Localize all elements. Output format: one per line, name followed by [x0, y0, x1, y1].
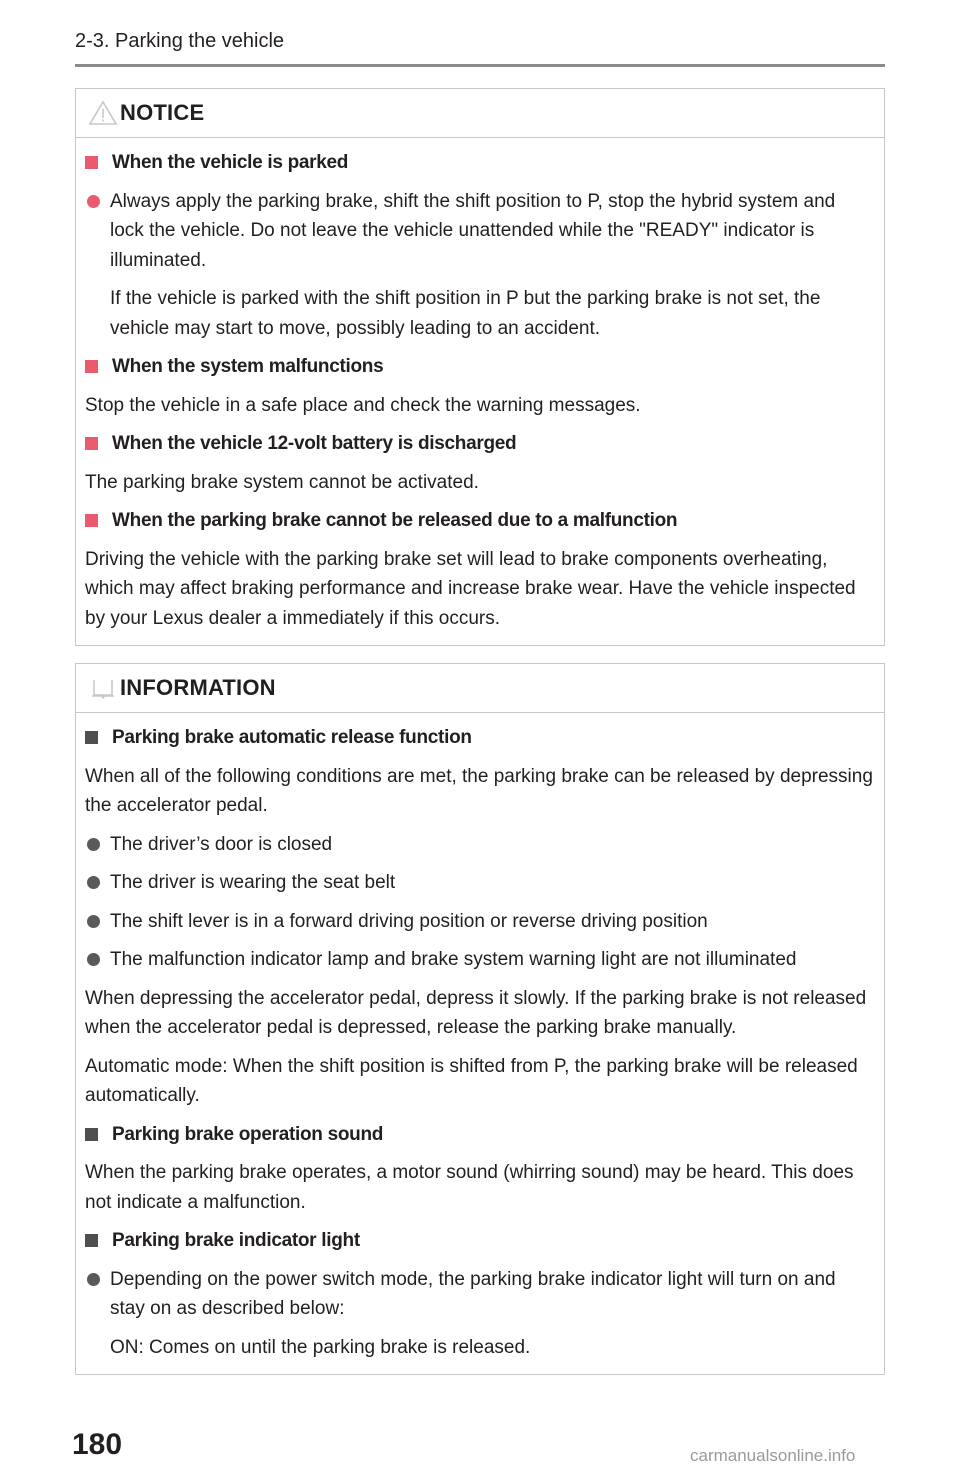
round-bullet-icon [87, 195, 100, 208]
info-section-heading [85, 1120, 874, 1150]
header-divider [75, 64, 885, 67]
info-bullet [85, 830, 874, 860]
square-bullet-icon [85, 514, 98, 527]
info-paragraph: When the parking brake operates, a motor sound (whirring sound) may be heard. This does not indicate a malfunction. [85, 1162, 854, 1213]
square-bullet-icon [85, 360, 98, 373]
info-bullet [85, 907, 874, 937]
notice-paragraph: The parking brake system cannot be activated. [85, 471, 479, 493]
info-heading-indicator: Parking brake indicator light [112, 1230, 360, 1251]
page-number: 180 [72, 1428, 123, 1461]
info-bullet-text: The driver is wearing the seat belt [110, 872, 396, 893]
info-bullet [85, 1265, 874, 1324]
square-bullet-icon [85, 1234, 98, 1247]
notice-heading-malfunction: When the system malfunctions [112, 356, 384, 377]
square-bullet-icon [85, 156, 98, 169]
notice-heading-battery: When the vehicle 12-volt battery is discharged [112, 433, 517, 454]
info-section-heading [85, 1226, 874, 1256]
notice-heading-release: When the parking brake cannot be released due to a malfunction [112, 510, 678, 531]
info-heading-sound: Parking brake operation sound [112, 1123, 384, 1145]
information-title: INFORMATION [120, 675, 276, 700]
notice-body [76, 138, 884, 645]
information-title-bar [76, 664, 884, 713]
info-bullet-text: The driver’s door is closed [110, 833, 333, 855]
notice-bullet-text: Always apply the parking brake, shift the shift position to P, stop the hybrid system and lock the vehicle. Do not leave the vehicle unattended while the "READY" indicator is illuminated. [110, 190, 836, 271]
info-indented-text: ON: Comes on until the parking brake is released. [110, 1336, 531, 1358]
notice-section-heading [85, 506, 874, 536]
info-bullet [85, 945, 874, 975]
book-icon [88, 675, 118, 701]
info-paragraph: When depressing the accelerator pedal, depress it slowly. If the parking brake is not released when the accelerator pedal is depressed, release the parking brake manually. [85, 987, 867, 1038]
information-body [76, 713, 884, 1374]
notice-heading-parked: When the vehicle is parked [112, 152, 349, 173]
notice-indented-text: If the vehicle is parked with the shift position in P but the parking brake is not set, the vehicle may start to move, possibly leading to an accident. [110, 288, 821, 339]
round-bullet-icon [87, 838, 100, 851]
info-bullet-text: The malfunction indicator lamp and brake system warning light are not illuminated [110, 949, 797, 970]
watermark: carmanualsonline.info [690, 1446, 856, 1465]
notice-box [75, 88, 885, 646]
info-bullet-text: The shift lever is in a forward driving position or reverse driving position [110, 910, 708, 932]
section-header: 2-3. Parking the vehicle [75, 30, 285, 52]
round-bullet-icon [87, 1273, 100, 1286]
notice-bullet [85, 187, 874, 276]
info-section-heading [85, 723, 874, 753]
notice-paragraph: Stop the vehicle in a safe place and check the warning messages. [85, 394, 641, 416]
notice-title: NOTICE [120, 100, 205, 125]
info-heading-auto-release: Parking brake automatic release function [112, 727, 472, 748]
square-bullet-icon [85, 731, 98, 744]
notice-section-heading [85, 352, 874, 382]
square-bullet-icon [85, 1128, 98, 1141]
notice-paragraph: Driving the vehicle with the parking brake set will lead to brake components overheating, which may affect braking performance and increase brake wear. Have the vehicle inspected by your Lexus dealer a immediately if this occurs. [85, 548, 856, 629]
info-bullet [85, 868, 874, 898]
notice-section-heading [85, 429, 874, 459]
notice-section-heading [85, 148, 874, 178]
round-bullet-icon [87, 953, 100, 966]
info-bullet-text: Depending on the power switch mode, the parking brake indicator light will turn on and stay on as described below: [110, 1268, 836, 1319]
information-box [75, 663, 885, 1375]
notice-title-bar [76, 89, 884, 138]
square-bullet-icon [85, 437, 98, 450]
info-paragraph: When all of the following conditions are met, the parking brake can be released by depressing the accelerator pedal. [85, 765, 873, 816]
round-bullet-icon [87, 915, 100, 928]
warning-triangle-icon [88, 100, 118, 126]
info-paragraph: Automatic mode: When the shift position is shifted from P, the parking brake will be released automatically. [85, 1055, 858, 1106]
round-bullet-icon [87, 876, 100, 889]
